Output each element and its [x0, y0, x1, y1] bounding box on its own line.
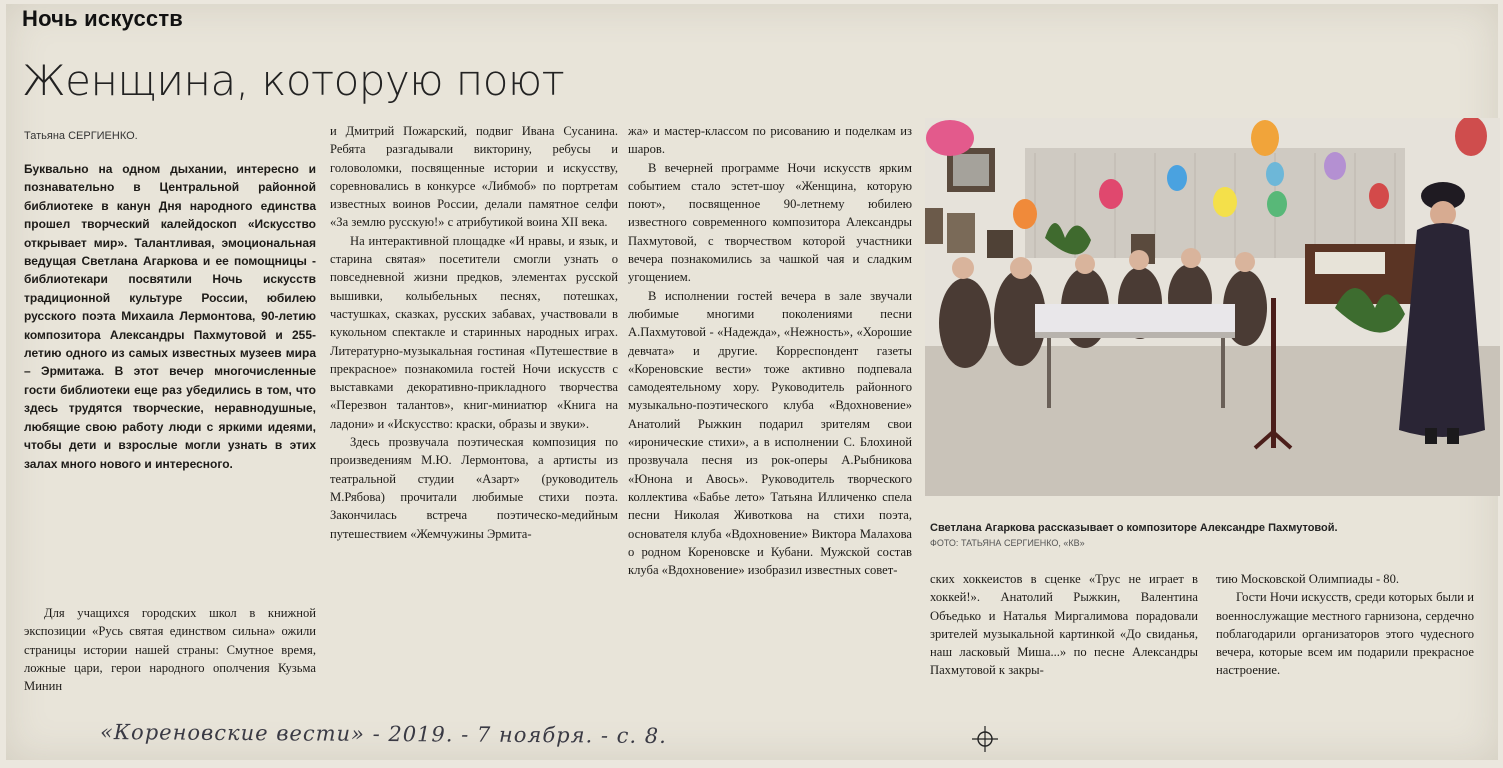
paragraph: В исполнении гостей вечера в зале звучали любимые многими поколениями песни А.Пахмутовой - «Надежда», «Нежность», «Хорошие девчата» и другие. Корреспондент газеты «Кореновские вести» тоже активно подпевала самодеятельному хору. Руководитель районного музыкально-поэтического клуба «Вдохновение» Анатолий Рыжкин подарил зрителям свои «иронические стихи», а в исполнении С. Блохиной прозвучала песня из рок-оперы А.Рыбникова «Юнона и Авось». Руководитель творческого коллектива «Бабье лето» Татьяна Илличенко спела песни Николая Животкова на стихи поэта, основателя клуба «Вдохновение» Виктора Малахова о родном Кореновске и Кубани. Мужской состав клуба «Вдохновение» изобразил известных совет- [628, 288, 912, 578]
article-byline: Татьяна СЕРГИЕНКО. [24, 130, 138, 142]
photo-caption: Светлана Агаркова рассказывает о композиторе Александре Пахмутовой. [930, 522, 1338, 534]
handwritten-source-note: «Кореновские вести» - 2019. - 7 ноября. - с. 8. [99, 720, 667, 748]
paragraph: ских хоккеистов в сценке «Трус не играет в хоккей!». Анатолий Рыжкин, Валентина Объедько и Наталья Миргалимова порадовали зрителей музыкальной картинкой «До свиданья, наш ласковый Миша...» по песне Александры Пахмутовой к закры- [930, 572, 1198, 678]
article-column-4 [930, 570, 1198, 680]
article-column-5 [1216, 570, 1474, 680]
photo-credit: ФОТО: ТАТЬЯНА СЕРГИЕНКО, «КВ» [930, 538, 1085, 548]
paragraph: жа» и мастер-классом по рисованию и поделкам из шаров. [628, 124, 912, 157]
lead-text: Буквально на одном дыхании, интересно и познавательно в Центральной районной библиотеке в канун Дня народного единства прошел творческий калейдоскоп «Искусство открывает мир». Талантливая, эмоциональная ведущая Светлана Агаркова и ее помощницы - библиотекари посвятили Ночь искусств традиционной культуре России, юбилею русского поэта Михаила Лермонтова, 90-летию композитора Александры Пахмутовой и 255-летию одного из самых известных музеев мира – Эрмитажа. В этот вечер многочисленные гости библиотеки еще раз убедились в том, что здесь трудятся творческие, неравнодушные, любящие свою работу люди с яркими идеями, чтобы дети и взрослые могли узнать в этих залах много нового и интересного. [24, 162, 316, 471]
article-lead-paragraph [24, 160, 316, 473]
article-column-1-tail [24, 604, 316, 695]
paragraph: В вечерней программе Ночи искусств ярким событием стало эстет-шоу «Женщина, которую поют», посвященное 90-летнему юбилею известного современного композитора Александры Пахмутовой, с творчеством которой участники вечера познакомились за чашкой чая и сладким угощением. [628, 160, 912, 285]
photo-illustration [925, 118, 1500, 496]
paragraph: На интерактивной площадке «И нравы, и язык, и старина святая» посетители смогли узнать о повседневной жизни предков, элементах русской вышивки, колыбельных песнях, потешках, частушках, сказках, русских забавах, участвовали в кукольном спектакле и старинных народных играх. Литературно-музыкальная гостиная «Путешествие в прекрасное» познакомила гостей Ночи искусств с выставками декоративно-прикладного творчества «Перезвон талантов», книг-миниатюр «Книга на ладони» и «Искусство: краски, образы и звуки». [330, 233, 618, 431]
article-column-3 [628, 122, 912, 579]
paragraph: Гости Ночи искусств, среди которых были и военнослужащие местного гарнизона, сердечно поблагодарили организаторов этого чудесного вечера, которые всем им подарили прекрасное настроение. [1216, 590, 1474, 678]
paragraph: тию Московской Олимпиады - 80. [1216, 572, 1400, 586]
section-rubric: Ночь искусств [22, 6, 184, 31]
paragraph: и Дмитрий Пожарский, подвиг Ивана Сусанина. Ребята разгадывали викторину, ребусы и головоломки, посвященные истории и искусству, соревновались в конкурсе «Либмоб» по портретам известных воинов России, делали памятное селфи «За землю русскую!» с атрибутикой воина XII века. [330, 124, 618, 230]
article-headline: Женщина, которую поют [22, 56, 565, 105]
registration-mark-icon [972, 726, 998, 752]
article-column-2 [330, 122, 618, 543]
article-photo [925, 118, 1500, 496]
paragraph: Здесь прозвучала поэтическая композиция по произведениям М.Ю. Лермонтова, а артисты из театральной студии «Азарт» (руководитель М.Рябова) прочитали любимые стихи поэта. Закончилась встреча поэтическо-медийным путешествием «Жемчужины Эрмита- [330, 435, 618, 541]
paragraph: Для учащихся городских школ в книжной экспозиции «Русь святая единством сильна» ожили страницы истории нашей страны: Смутное время, ложные цари, герои народного ополчения Кузьма Минин [24, 606, 316, 694]
